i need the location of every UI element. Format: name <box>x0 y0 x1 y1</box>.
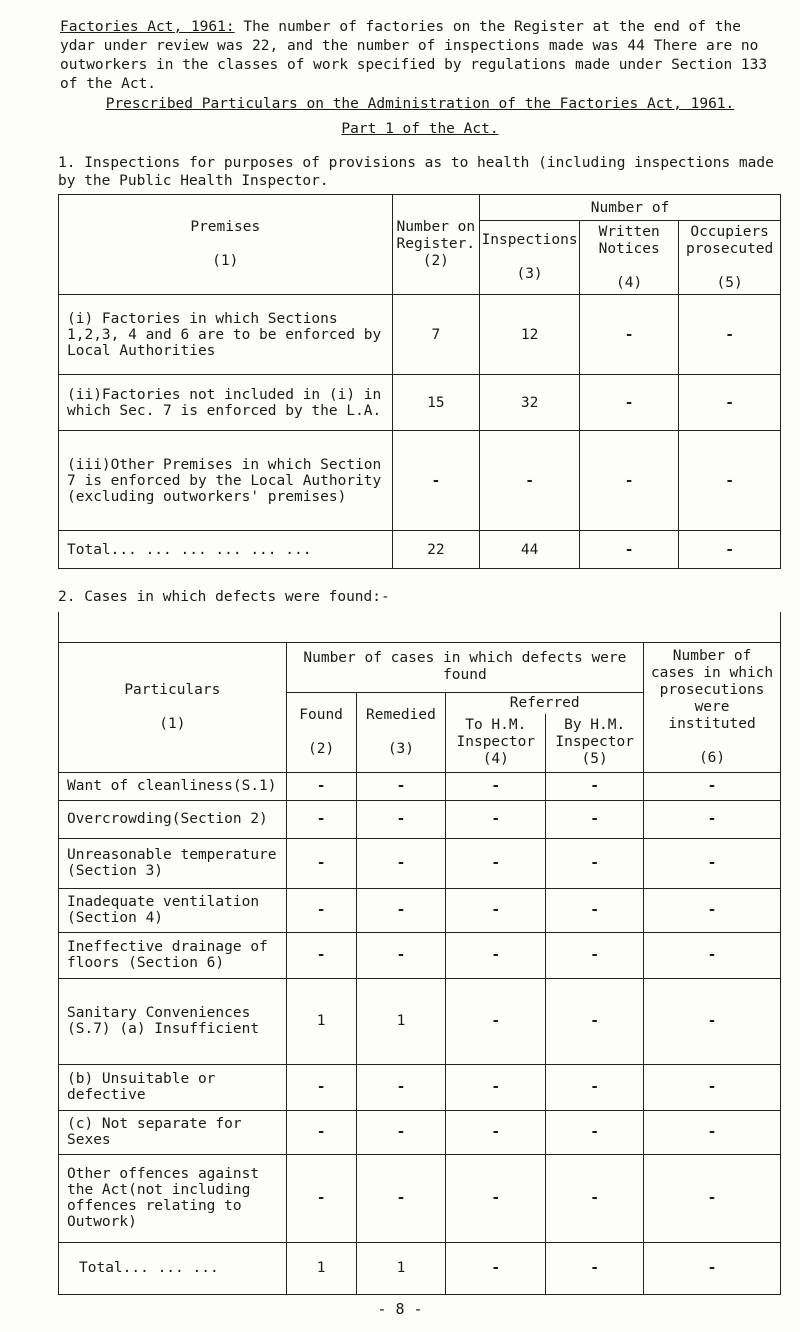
remedied-header: Remedied (3) <box>356 692 446 772</box>
table-row: Other offences against the Act(not including offences relating to Outwork) - - - - - <box>59 1154 781 1242</box>
table-row: Unreasonable temperature (Section 3) - - - - - <box>59 838 781 888</box>
occupiers-header: Occupiers prosecuted (5) <box>679 221 781 295</box>
inspections-header: Inspections (3) <box>480 221 580 295</box>
table-row: (b) Unsuitable or defective - - - - - <box>59 1064 781 1110</box>
intro-lead: Factories Act, 1961: <box>60 19 235 35</box>
intro-paragraph <box>60 18 780 94</box>
page-number: - 8 - <box>377 1300 423 1318</box>
table-row: (iii)Other Premises in which Section 7 is enforced by the Local Authority (excluding outworkers' premises) - - - - <box>59 431 781 531</box>
total-row: Total... ... ... 1 1 - - - <box>59 1242 781 1294</box>
intro-body: The number of factories on the Register at the end of the ydar under review was 22, and the number of inspections made was 44 There are no outworkers in the classes of work specified by regulations made under Section 133 of the Act. <box>60 19 768 92</box>
total-row: Total... ... ... ... ... ... 22 44 - - <box>59 531 781 569</box>
particulars-header: Particulars (1) <box>59 642 287 772</box>
premises-header: Premises (1) <box>59 195 393 295</box>
section2-title: 2. Cases in which defects were found:- <box>58 589 390 605</box>
table-row: Overcrowding(Section 2) - - - - - <box>59 800 781 838</box>
number-of-header: Number of <box>480 195 781 221</box>
cases-header: Number of cases in which defects were found <box>286 642 643 692</box>
table-row: Inadequate ventilation (Section 4) - - - - - <box>59 888 781 932</box>
register-header: Number on Register. (2) <box>392 195 480 295</box>
table-row: Ineffective drainage of floors (Section 6) - - - - - <box>59 932 781 978</box>
prosecutions-header: Number of cases in which prosecutions were instituted (6) <box>644 642 781 772</box>
table-row: Want of cleanliness(S.1) - - - - - <box>59 772 781 800</box>
table-row: (i) Factories in which Sections 1,2,3, 4 and 6 are to be enforced by Local Authorities 7 12 - - <box>59 295 781 375</box>
section1-title: 1. Inspections for purposes of provisions as to health (including inspections made by the Public Health Inspector. <box>58 155 774 189</box>
by-hm-header: By H.M. Inspector (5) <box>546 714 644 772</box>
referred-header: Referred <box>446 692 644 714</box>
row-label: (i) Factories in which Sections 1,2,3, 4 and 6 are to be enforced by Local Authorities <box>59 295 393 375</box>
row-label: (iii)Other Premises in which Section 7 is enforced by the Local Authority (excluding outworkers' premises) <box>59 431 393 531</box>
notices-header: Written Notices (4) <box>580 221 679 295</box>
table-row: Sanitary Conveniences (S.7) (a) Insufficient 1 1 - - - <box>59 978 781 1064</box>
total-label: Total... ... ... ... ... ... <box>59 531 393 569</box>
to-hm-header: To H.M. Inspector (4) <box>446 714 546 772</box>
found-header: Found (2) <box>286 692 356 772</box>
main-heading: Prescribed Particulars on the Administration of the Factories Act, 1961. <box>105 96 735 112</box>
table-row: (ii)Factories not included in (i) in which Sec. 7 is enforced by the L.A. 15 32 - - <box>59 375 781 431</box>
inspections-table <box>58 194 781 569</box>
row-label: (ii)Factories not included in (i) in which Sec. 7 is enforced by the L.A. <box>59 375 393 431</box>
sub-heading: Part 1 of the Act. <box>341 121 499 137</box>
table-row: (c) Not separate for Sexes - - - - - <box>59 1110 781 1154</box>
defects-table <box>58 612 781 1295</box>
